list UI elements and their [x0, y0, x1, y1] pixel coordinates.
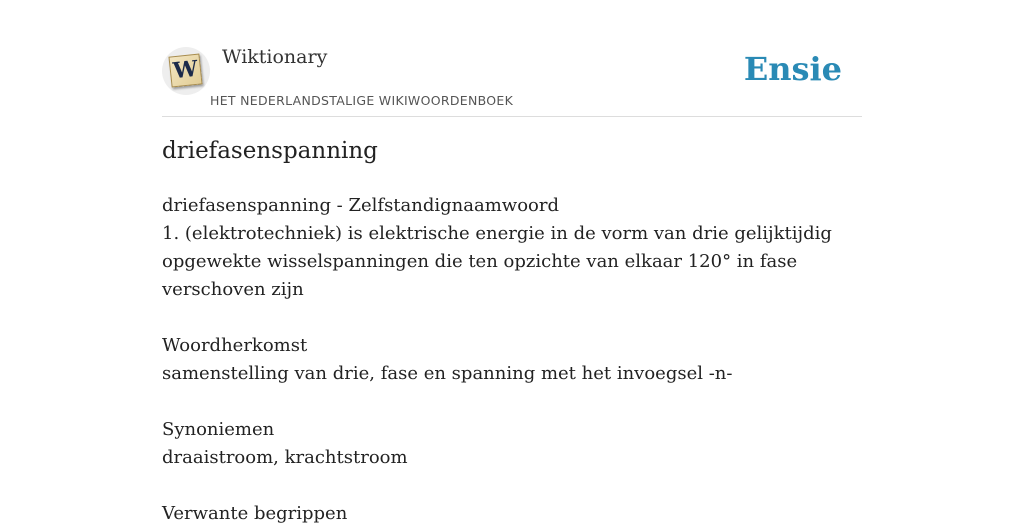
synonyms-text: draaistroom, krachtstroom [162, 447, 408, 468]
word-type-line: driefasenspanning - Zelfstandignaamwoord [162, 195, 559, 216]
spacer [162, 388, 862, 416]
synonyms-heading: Synoniemen [162, 419, 275, 440]
ensie-brand-logo[interactable]: Ensie [743, 50, 842, 88]
page-title: driefasenspanning [162, 138, 378, 164]
site-tagline: HET NEDERLANDSTALIGE WIKIWOORDENBOEK [210, 93, 514, 108]
logo-tile: W [168, 53, 202, 87]
entry-content [162, 192, 862, 528]
wiktionary-logo-icon[interactable] [162, 47, 210, 95]
site-header [162, 40, 862, 117]
site-name[interactable]: Wiktionary [222, 46, 328, 68]
etymology-text: samenstelling van drie, fase en spanning met het invoegsel -n- [162, 363, 733, 384]
spacer [162, 472, 862, 500]
etymology-heading: Woordherkomst [162, 335, 308, 356]
related-heading: Verwante begrippen [162, 503, 348, 524]
definition-text: 1. (elektrotechniek) is elektrische energie in de vorm van drie gelijktijdig opgewekte wisselspanningen die ten opzichte van elkaar 120° in fase verschoven zijn [162, 223, 832, 300]
spacer [162, 304, 862, 332]
